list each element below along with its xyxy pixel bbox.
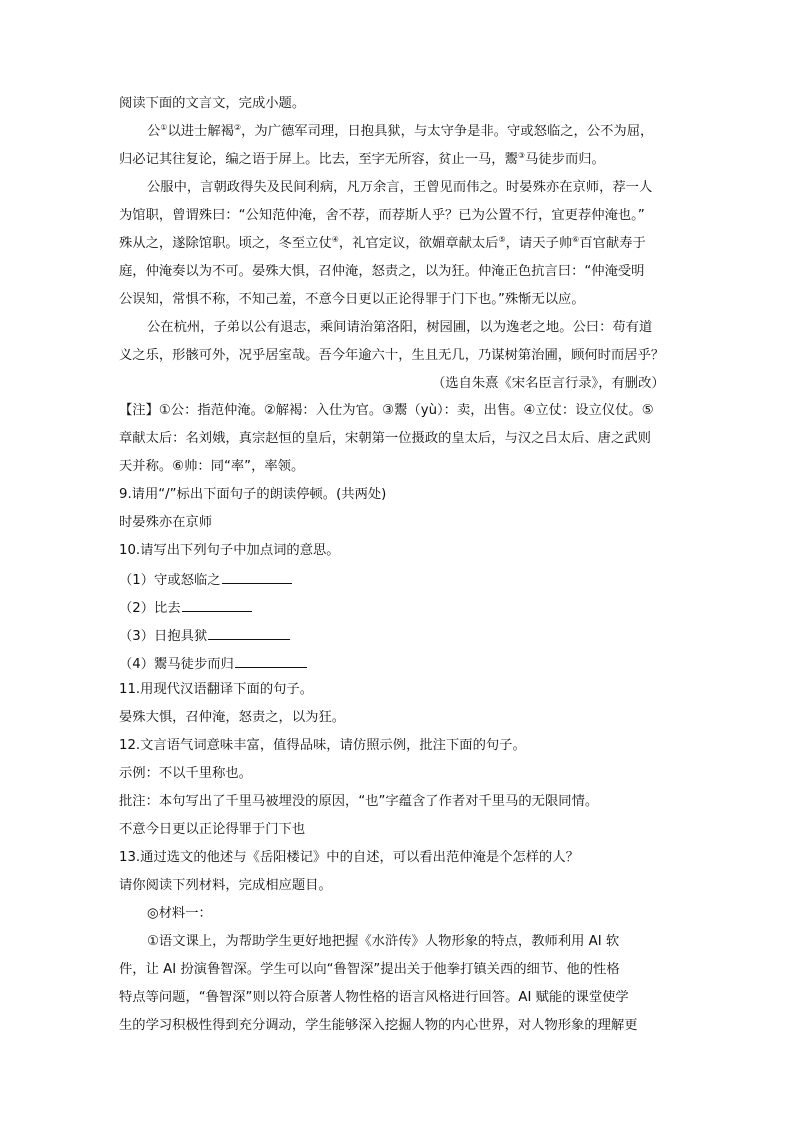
material-intro: 请你阅读下列材料，完成相应题目。 [119,878,332,893]
question-10-item-2: （2）比去 [119,598,679,618]
answer-blank[interactable] [222,570,292,584]
passage-p2-line4: 庭，仲淹奏以为不可。晏殊大惧，召仲淹，怒责之，以为狂。仲淹正色抗言曰：“仲淹受明 [119,264,645,279]
material-line4: 生的学习积极性得到充分调动，学生能够深入挖掘人物的内心世界，对人物形象的理解更 [119,1018,638,1033]
intro-instruction: 阅读下面的文言文，完成小题。 [119,96,306,111]
passage-p1-line1: 公①以进士解褐②，为广德军司理，日抱具狱，与太守争是非。守或怒临之，公不为屈， [147,123,654,139]
question-11-sentence: 晏殊大惧，召仲淹，怒责之，以为狂。 [119,710,346,725]
footnote-ref-6: ⑥ [572,235,580,244]
passage-p2-line2: 为馆职，曾谓殊曰：“公知范仲淹，舍不荐，而荐斯人乎？已为公置不行，宜更荐仲淹也。” [119,208,645,223]
passage-p2-line3: 殊从之，遂除馆职。顷之，冬至立仗④，礼官定议，欲媚章献太后⑤，请天子帅⑥百官献寿于 [119,235,646,251]
material-title: ◎材料一： [147,906,212,921]
notes-line2: 章献太后：名刘娥，真宗赵恒的皇后，宋朝第一位摄政的皇太后，与汉之吕太后、唐之武则 [119,431,651,446]
footnote-ref-4: ④ [331,235,339,244]
passage-p2-line5: 公误知，常惧不称，不知己羞，不意今日更以正论得罪于门下也。”殊惭无以应。 [119,292,585,307]
question-12-example: 示例：不以千里称也。 [119,766,252,781]
question-12-annotation: 批注：本句写出了千里马被埋没的原因，“也”字蕴含了作者对千里马的无限同情。 [119,794,599,809]
question-10-item-1: （1）守或怒临之 [119,570,679,590]
notes-line1: 【注】①公：指范仲淹。②解褐：入仕为官。③鬻（yù）：卖，出售。④立仗：设立仪仗。⑤ [119,403,654,418]
question-10: 10.请写出下列句子中加点词的意思。 [119,543,340,558]
footnote-ref-3: ③ [517,151,526,160]
notes-line3: 天并称。⑥帅：同“率”，率领。 [119,459,305,474]
footnote-ref-5: ⑤ [498,235,506,244]
passage-p2-line1: 公服中，言朝政得失及民间利病，凡万余言，王曾见而伟之。时晏殊亦在京师，荐一人 [147,180,653,195]
question-12: 12.文言语气词意味丰富，值得品味，请仿照示例，批注下面的句子。 [119,738,526,753]
question-10-item-4: （4）鬻马徒步而归 [119,654,679,674]
material-line1: ①语文课上，为帮助学生更好地把握《水浒传》人物形象的特点，教师利用 AI 软 [147,934,620,949]
question-12-sentence: 不意今日更以正论得罪于门下也 [119,822,306,837]
footnote-ref-2: ② [233,123,242,132]
question-9-sentence: 时晏殊亦在京师 [119,515,213,530]
answer-blank[interactable] [208,626,290,640]
question-11: 11.用现代汉语翻译下面的句子。 [119,682,314,697]
question-9: 9.请用“/”标出下面句子的朗读停顿。(共两处) [119,487,387,502]
passage-p3-line1: 公在杭州，子弟以公有退志，乘间请治第洛阳，树园圃，以为逸老之地。公曰：苟有道 [147,320,653,335]
passage-source: （选自朱熹《宋名臣言行录》，有删改） [432,376,665,391]
passage-p3-line2: 义之乐，形骸可外，况乎居室哉。吾今年逾六十，生且无几，乃谋树第治圃，顾何时而居乎？ [119,348,665,363]
question-13: 13.通过选文的他述与《岳阳楼记》中的自述，可以看出范仲淹是个怎样的人？ [119,850,579,865]
material-line2: 件，让 AI 扮演鲁智深。学生可以向“鲁智深”提出关于他拳打镇关西的细节、他的性格 [119,962,620,977]
answer-blank[interactable] [235,654,307,668]
material-line3: 特点等问题，“鲁智深”则以符合原著人物性格的语言风格进行回答。AI 赋能的课堂使学 [119,990,629,1005]
passage-p1-line2: 归必记其往复论，编之语于屏上。比去，至字无所容，贫止一马，鬻③马徒步而归。 [119,151,605,167]
footnote-ref-1: ① [160,123,168,132]
answer-blank[interactable] [182,598,252,612]
question-10-item-3: （3）日抱具狱 [119,626,679,646]
